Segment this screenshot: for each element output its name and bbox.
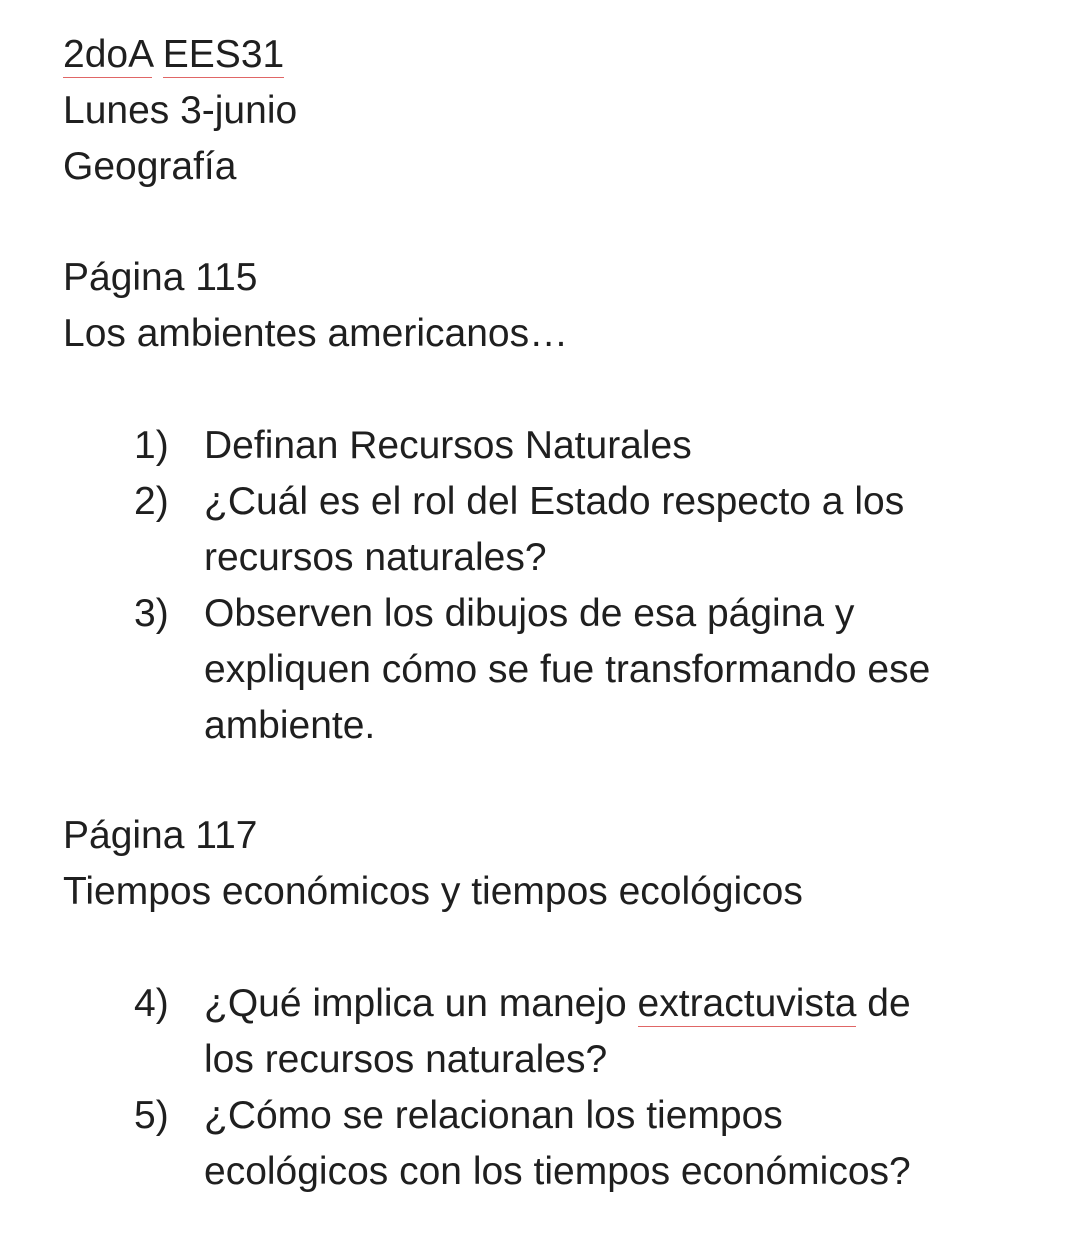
question-text-line: Definan Recursos Naturales xyxy=(204,424,692,467)
question-text-line xyxy=(204,976,1024,1032)
question-text-line: expliquen cómo se fue transformando ese xyxy=(204,648,931,691)
question-number: 4) xyxy=(134,982,169,1025)
question-number: 3) xyxy=(134,592,169,635)
question-text-pre: ¿Qué implica un manejo xyxy=(204,982,638,1025)
question-text-line: recursos naturales? xyxy=(204,536,547,579)
section2-title: Tiempos económicos y tiempos ecológicos xyxy=(63,870,803,913)
question-text-line: ecológicos con los tiempos económicos? xyxy=(204,1150,911,1193)
question-text-line: Observen los dibujos de esa página y xyxy=(204,592,855,635)
section1-title: Los ambientes americanos… xyxy=(63,312,569,355)
question-number: 1) xyxy=(134,424,169,467)
subject-line: Geografía xyxy=(63,145,237,188)
question-text-line: ambiente. xyxy=(204,704,376,747)
question-text-post: de xyxy=(856,982,911,1025)
class-code: 2doA xyxy=(63,33,152,76)
question-text-line: ¿Cuál es el rol del Estado respecto a los xyxy=(204,480,905,523)
section1-page: Página 115 xyxy=(63,256,258,299)
flagged-word: extractuvista xyxy=(637,982,857,1025)
question-number: 2) xyxy=(134,480,169,523)
question-number: 5) xyxy=(134,1094,169,1137)
question-text-line: ¿Cómo se relacionan los tiempos xyxy=(204,1094,783,1137)
section2-page: Página 117 xyxy=(63,814,258,857)
date-line: Lunes 3-junio xyxy=(63,89,298,132)
question-text-line: los recursos naturales? xyxy=(204,1038,608,1081)
school-code: EES31 xyxy=(162,33,285,76)
class-line xyxy=(63,33,284,77)
